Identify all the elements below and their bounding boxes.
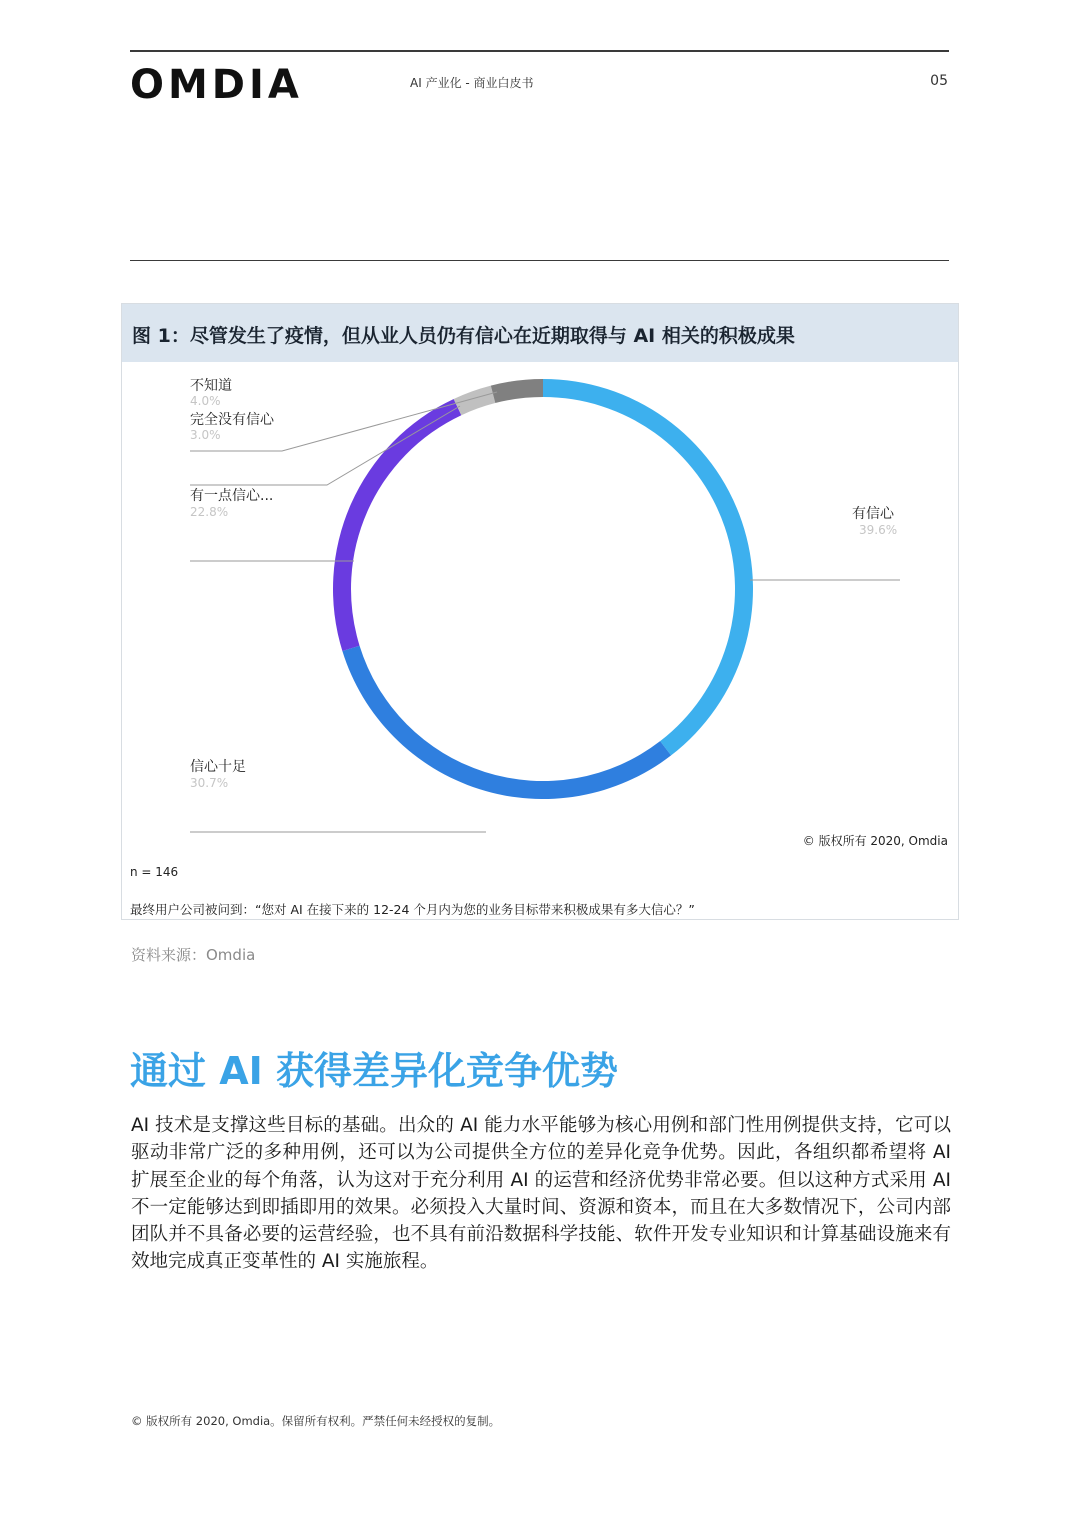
figure-copyright: © 版权所有 2020, Omdia [802,834,948,848]
figure-title: 图 1：尽管发生了疫情，但从业人员仍有信心在近期取得与 AI 相关的积极成果 [132,325,795,347]
section-body: AI 技术是支撑这些目标的基础。出众的 AI 能力水平能够为核心用例和部门性用例提供支持，它可以驱动非常广泛的多种用例，还可以为公司提供全方位的差异化竞争优势。因此，各组织都希望将 AI 扩展至企业的每个角落，认为这对于充分利用 AI 的运营和经济优势非常必要。但以这种方式采用 AI 不一定能够达到即插即用的效果。必须投入大量时间、资源和资本，而且在大多数情况下，公司内部团队并不具备必要的运营经验，也不具有前沿数据科学技能、软件开发专业知识和计算基础设施来有效地完成真正变革性的 AI 实施旅程。 [131,1115,951,1273]
section-title: 通过 AI 获得差异化竞争优势 [130,1049,619,1093]
value-very-confident: 30.7% [190,776,229,790]
label-very-confident: 信心十足 [190,759,246,775]
value-somewhat-confident: 22.8% [190,505,229,519]
value-no-confidence: 3.0% [190,428,221,442]
label-no-confidence: 完全没有信心 [190,412,274,428]
slice-very-confident [342,646,671,799]
label-dont-know: 不知道 [190,378,232,394]
value-confident: 39.6% [859,523,898,537]
survey-question: 最终用户公司被问到：“您对 AI 在接下来的 12-24 个月内为您的业务目标带来积极成果有多大信心？” [130,902,695,917]
label-confident: 有信心 [852,506,894,522]
slice-confident [543,379,753,755]
source-note: 资料来源：Omdia [131,946,256,964]
label-somewhat-confident: 有一点信心... [190,488,274,504]
figure-1 [121,303,959,920]
figure-header [122,304,958,362]
omdia-logo: OMDIA [130,62,303,108]
top-rule [130,50,949,52]
header-bottom-rule [130,260,949,261]
slice-dont-know [491,379,543,403]
page-footer: © 版权所有 2020, Omdia。保留所有权利。严禁任何未经授权的复制。 [131,1414,501,1428]
slice-no-confidence [454,386,496,416]
page-number: 05 [930,73,948,89]
value-dont-know: 4.0% [190,394,221,408]
document-title: AI 产业化 - 商业白皮书 [410,76,534,90]
sample-size: n = 146 [130,865,179,879]
slice-somewhat-confident [333,399,461,651]
